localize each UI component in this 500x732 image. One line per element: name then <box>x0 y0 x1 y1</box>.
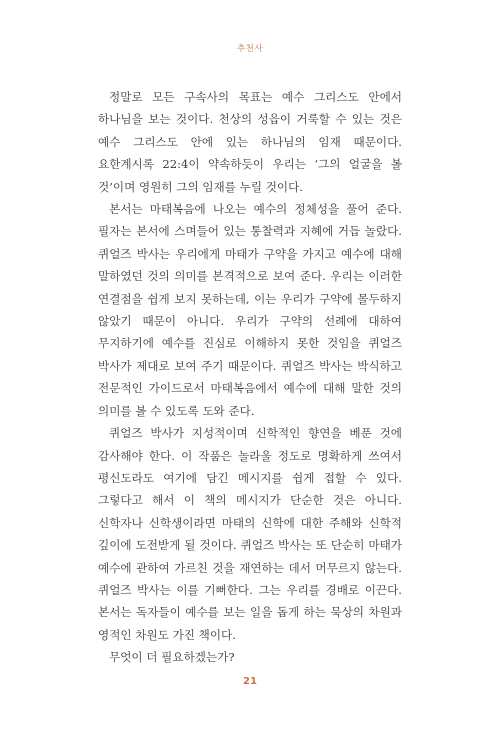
paragraph-3: 퀴얼즈 박사가 지성적이며 신학적인 향연을 베푼 것에 감사해야 한다. 이 작품은 놀라울 정도로 명확하게 쓰여서 평신도라도 여기에 담긴 메시지를 쉽게 접할 수 있다. 그렇다고 해서 이 책의 메시지가 단순한 것은 아니다. 신학자나 신학생이라면 마태의 신학에 대한 주해와 신학적 깊이에 도전받게 될 것이다. 퀴얼즈 박사는 또 단순히 마태가 예수에 관하여 가르친 것을 재연하는 데서 머무르지 않는다. 퀴얼즈 박사는 이를 기뻐한다. 그는 우리를 경배로 이끈다. 본서는 독자들이 예수를 보는 일을 돕게 하는 묵상의 차원과 영적인 차원도 가진 책이다. <box>98 426 402 642</box>
running-header: 추천사 <box>236 44 264 54</box>
paragraph-2: 본서는 마태복음에 나오는 예수의 정체성을 풀어 준다. 필자는 본서에 스며들어 있는 통찰력과 지혜에 거듭 놀랐다. 퀴얼즈 박사는 우리에게 마태가 구약을 가지고 예수에 대해 말하였던 것의 의미를 본격적으로 보여 준다. 우리는 이러한 연결점을 쉽게 보지 못하는데, 이는 우리가 구약에 몰두하지 않았기 때문이 아니다. 우리가 구약의 선례에 대하여 무지하기에 예수를 진심로 이해하지 못한 것임을 퀴얼즈 박사가 제대로 보여 주기 때문이다. 퀴얼즈 박사는 박식하고 전문적인 가이드로서 마태복음에서 예수에 대해 말한 것의 의미를 볼 수 있도록 도와 준다. <box>98 202 402 418</box>
paragraph-4: 무엇이 더 필요하겠는가? <box>109 650 235 665</box>
page-number: 21 <box>243 676 257 687</box>
body-text <box>98 86 402 669</box>
paragraph-1: 정말로 모든 구속사의 목표는 예수 그리스도 안에서 하나님을 보는 것이다. 천상의 성읍이 거룩할 수 있는 것은 예수 그리스도 안에 있는 하나님의 임재 때문이다. 요한계시록 22:4이 약속하듯이 우리는 ‘그의 얼굴을 볼 것’이며 영원히 그의 임재를 누릴 것이다. <box>98 90 402 194</box>
